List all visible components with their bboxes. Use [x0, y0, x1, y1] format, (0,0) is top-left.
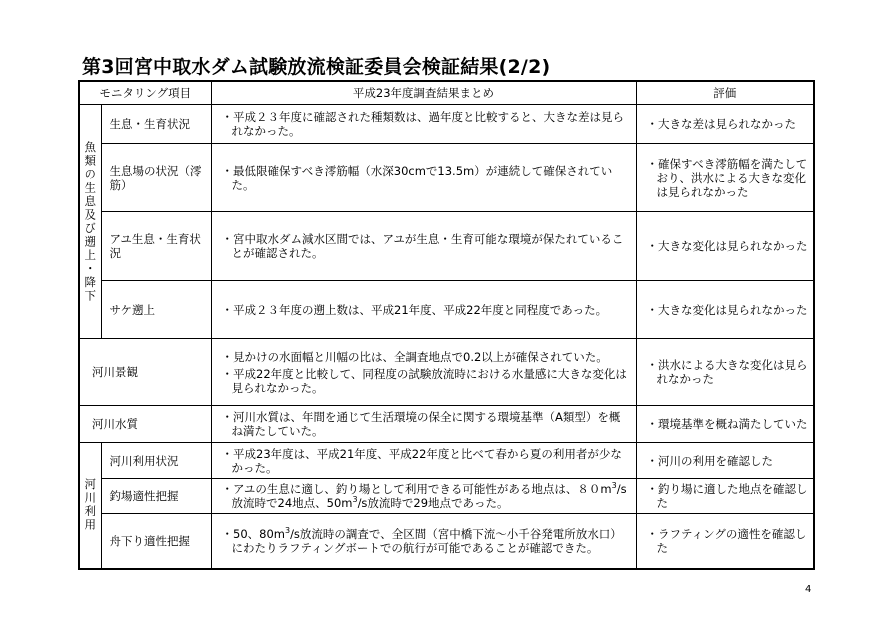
summary-text-part: /s放流時で29地点であった。 — [357, 496, 509, 510]
item-rafting: 舟下り適性把握 — [101, 514, 211, 569]
header-summary: 平成23年度調査結果まとめ — [211, 81, 636, 105]
item-habitat: 生息・生育状況 — [101, 105, 211, 144]
item-fishing: 釣場適性把握 — [101, 479, 211, 514]
section-river-use-label: 河川利用 — [83, 478, 98, 533]
section-fish-label: 魚類の生息及び遡上・降下 — [83, 140, 98, 303]
superscript: 3 — [611, 481, 617, 491]
summary-ayu — [211, 212, 636, 281]
evaluation-water-quality — [636, 406, 814, 443]
table-row — [79, 144, 814, 212]
summary-habitat — [211, 105, 636, 144]
table-row — [79, 443, 814, 479]
header-evaluation: 評価 — [636, 81, 814, 105]
item-ayu: アユ生息・生育状況 — [101, 212, 211, 281]
table-row — [79, 281, 814, 339]
section-fish — [79, 105, 101, 339]
table-row — [79, 212, 814, 281]
evaluation-landscape — [636, 339, 814, 406]
page-title: 第3回宮中取水ダム試験放流検証委員会検証結果(2/2) — [82, 56, 551, 78]
item-usage: 河川利用状況 — [101, 443, 211, 479]
table-row — [79, 406, 814, 443]
table-row — [79, 479, 814, 514]
summary-text: ・宮中取水ダム減水区間では、アユが生息・生育可能な環境が保たれていることが確認された。 — [221, 232, 624, 260]
item-water-quality: 河川水質 — [79, 406, 211, 443]
summary-text-part: ・アユの生息に適し、釣り場として利用できる可能性がある地点は、８０m — [221, 482, 612, 496]
summary-landscape — [211, 339, 636, 406]
summary-text: ・平成２３年度に確認された種類数は、過年度と比較すると、大きな差は見られなかった。 — [221, 110, 624, 138]
superscript: 3 — [284, 525, 291, 535]
evaluation-text: ・大きな差は見られなかった — [646, 117, 796, 131]
evaluation-usage — [636, 443, 814, 479]
summary-text: ・河川水質は、年間を通じて生活環境の保全に関する環境基準（A類型）を概ね満たしていた。 — [221, 410, 621, 438]
summary-rafting — [211, 514, 636, 569]
table-row — [79, 339, 814, 406]
evaluation-salmon — [636, 281, 814, 339]
summary-text — [212, 524, 636, 558]
section-river-use — [79, 443, 101, 569]
evaluation-habitat-place — [636, 144, 814, 212]
item-salmon: サケ遡上 — [101, 281, 211, 339]
evaluation-text: ・大きな変化は見られなかった — [646, 239, 808, 253]
summary-text-part: /s放流時の調査で、全区間（宮中橋下流～小千谷発電所放水口）にわたりラフティングボートでの航行が可能であることが確認できた。 — [231, 526, 622, 555]
summary-text: ・平成22年度と比較して、同程度の試験放流時における水量感に大きな変化は見られなかった。 — [221, 366, 627, 395]
results-table — [78, 80, 815, 570]
evaluation-fishing — [636, 479, 814, 514]
table-header-row — [79, 81, 814, 105]
item-landscape: 河川景観 — [79, 339, 211, 406]
summary-water-quality — [211, 406, 636, 443]
evaluation-ayu — [636, 212, 814, 281]
evaluation-habitat — [636, 105, 814, 144]
evaluation-text: ・洪水による大きな変化は見られなかった — [646, 358, 808, 386]
evaluation-text: ・環境基準を概ね満たしていた — [646, 417, 808, 431]
summary-fishing — [211, 479, 636, 514]
evaluation-text: ・大きな変化は見られなかった — [646, 302, 808, 317]
table-row — [79, 514, 814, 569]
summary-text — [212, 479, 636, 513]
summary-text: ・最低限確保すべき澪筋幅（水深30cmで13.5m）が連続して確保されていた。 — [221, 163, 613, 192]
evaluation-rafting — [636, 514, 814, 569]
item-habitat-place: 生息場の状況（澪筋） — [101, 144, 211, 212]
summary-text-part: /s放流時で24地点、50m — [231, 482, 627, 510]
summary-text: ・平成23年度は、平成21年度、平成22年度と比べて春から夏の利用者が少なかった。 — [221, 446, 622, 475]
table-row — [79, 105, 814, 144]
evaluation-text: ・確保すべき澪筋幅を満たしており、洪水による大きな変化は見られなかった — [646, 156, 808, 199]
evaluation-text: ・河川の利用を確認した — [646, 453, 773, 468]
summary-habitat-place — [211, 144, 636, 212]
evaluation-text: ・釣り場に適した地点を確認した — [646, 482, 808, 510]
evaluation-text: ・ラフティングの適性を確認した — [646, 526, 807, 555]
header-item: モニタリング項目 — [79, 81, 211, 105]
summary-text-part: ・50、80m — [221, 526, 285, 541]
summary-text: ・見かけの水面幅と川幅の比は、全調査地点で0.2以上が確保されていた。 — [221, 349, 608, 364]
summary-usage — [211, 443, 636, 479]
summary-salmon — [211, 281, 636, 339]
summary-text: ・平成２３年度の遡上数は、平成21年度、平成22年度と同程度であった。 — [221, 302, 608, 317]
page-number: 4 — [805, 584, 812, 595]
superscript: 3 — [352, 495, 358, 505]
